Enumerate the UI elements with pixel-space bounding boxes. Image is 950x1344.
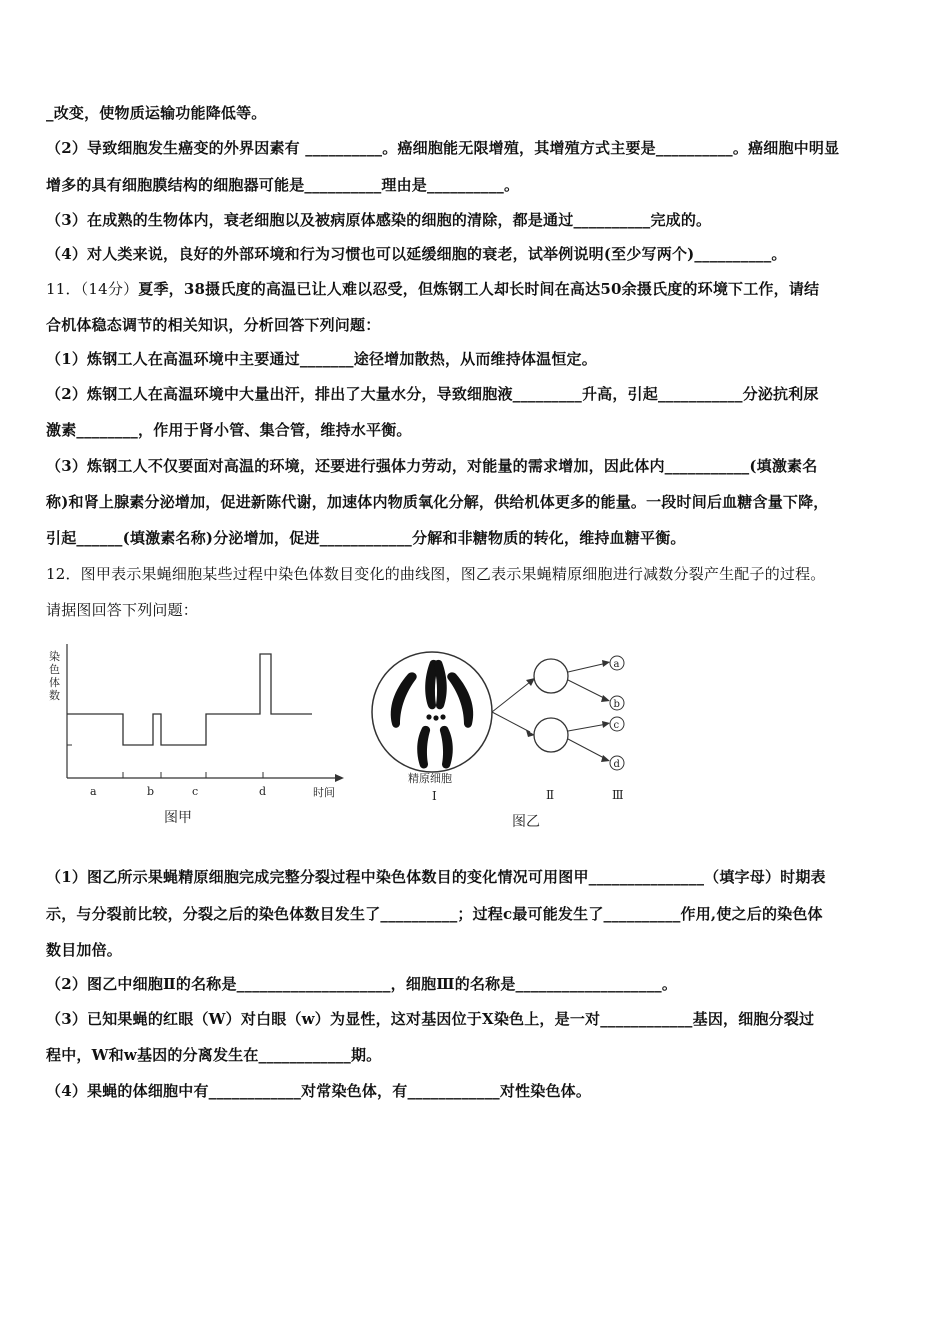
stage-label-III: Ⅲ — [612, 788, 624, 802]
chromosome-dot — [426, 714, 431, 719]
figure-yi — [372, 652, 624, 830]
secondary-cell — [534, 659, 568, 693]
line-5: （4）对人类来说，良好的外部环境和行为习惯也可以延缓细胞的衰老，试举例说明(至少写两个)__________。 — [46, 245, 787, 263]
arrow-line — [568, 663, 607, 672]
ylabel-char: 数 — [49, 689, 60, 702]
gamete-label-b: b — [613, 699, 620, 710]
line-10: 激素________，作用于肾小管、集合管，维持水平衡。 — [46, 421, 412, 439]
arrow-line — [568, 739, 606, 759]
question-12-line-1: 12．图甲表示果蝇细胞某些过程中染色体数目变化的曲线图，图乙表示果蝇精原细胞进行减数分裂产生配子的过程。 — [46, 565, 826, 583]
gamete-label-d: d — [613, 759, 620, 770]
arrow-line — [492, 682, 530, 712]
x-axis-arrow — [335, 774, 344, 782]
question-11 — [46, 278, 819, 299]
arrow-head — [601, 755, 610, 762]
line-7: 合机体稳态调节的相关知识，分析回答下列问题： — [46, 316, 381, 334]
x-axis-label: 时间 — [313, 786, 335, 799]
line-12: 称)和肾上腺素分泌增加，促进新陈代谢，加速体内物质氧化分解，供给机体更多的能量。一段时间后血糖含量下降， — [46, 493, 829, 511]
line-23: （4）果蝇的体细胞中有____________对常染色体，有____________对性染色体。 — [46, 1082, 592, 1100]
stage-label-II: Ⅱ — [546, 788, 555, 802]
line-21: （3）已知果蝇的红眼（W）对白眼（w）为显性，这对基因位于X染色上，是一对____________基因，细胞分裂过 — [46, 1010, 815, 1028]
gamete-label-c: c — [613, 720, 620, 731]
figure-panel — [46, 632, 656, 842]
chromosome-dot — [433, 715, 438, 720]
line-1: _改变，使物质运输功能降低等。 — [46, 104, 267, 122]
gamete-label-a: a — [613, 659, 620, 670]
ylabel-char: 色 — [49, 663, 60, 676]
question-11-number: 11．（14分） — [46, 280, 139, 298]
chromosome-number-curve — [67, 654, 312, 745]
x-label-a: a — [90, 785, 97, 798]
question-12-line-2: 请据图回答下列问题： — [46, 601, 199, 619]
line-18: 示，与分裂前比较，分裂之后的染色体数目发生了__________；过程c最可能发生了__________作用,使之后的染色体 — [46, 905, 823, 923]
line-20: （2）图乙中细胞Ⅱ的名称是____________________，细胞Ⅲ的名称是___________________。 — [46, 975, 678, 993]
line-17: （1）图乙所示果蝇精原细胞完成完整分裂过程中染色体数目的变化情况可用图甲_______________（填字母）时期表 — [46, 868, 826, 886]
arrow-line — [492, 712, 530, 732]
secondary-cell — [534, 718, 568, 752]
caption-jia: 图甲 — [164, 810, 192, 826]
arrow-head — [602, 660, 610, 667]
arrow-line — [568, 724, 607, 731]
line-4: （3）在成熟的生物体内，衰老细胞以及被病原体感染的细胞的清除，都是通过__________完成的。 — [46, 211, 712, 229]
line-8: （1）炼钢工人在高温环境中主要通过_______途径增加散热，从而维持体温恒定。 — [46, 350, 597, 368]
line-2: （2）导致细胞发生癌变的外界因素有 __________。癌细胞能无限增殖，其增殖方式主要是__________。癌细胞中明显 — [46, 139, 840, 157]
chromosome-dot — [440, 714, 445, 719]
line-22: 程中，W和w基因的分离发生在____________期。 — [46, 1046, 382, 1064]
ylabel-char: 体 — [49, 676, 60, 689]
caption-yi: 图乙 — [512, 814, 540, 830]
x-label-b: b — [147, 785, 155, 798]
question-11-text: 夏季，38摄氏度的高温已让人难以忍受，但炼钢工人却长时间在高达50余摄氏度的环境下工作，请结 — [138, 280, 820, 298]
line-11: （3）炼钢工人不仅要面对高温的环境，还要进行强体力劳动，对能量的需求增加，因此体内___________(填激素名 — [46, 457, 818, 475]
figure-jia — [49, 644, 344, 826]
arrow-head — [601, 695, 610, 702]
arrow-head — [602, 721, 610, 728]
stage-label-I: Ⅰ — [432, 789, 437, 803]
arrow-line — [568, 680, 606, 699]
cell-label: 精原细胞 — [408, 772, 452, 785]
x-label-c: c — [192, 785, 199, 798]
x-label-d: d — [259, 785, 267, 798]
line-3: 增多的具有细胞膜结构的细胞器可能是__________理由是__________。 — [46, 176, 520, 194]
ylabel-char: 染 — [49, 650, 60, 663]
line-9: （2）炼钢工人在高温环境中大量出汗，排出了大量水分，导致细胞液_________升高，引起___________分泌抗利尿 — [46, 385, 819, 403]
line-13: 引起______(填激素名称)分泌增加，促进____________分解和非糖物质的转化，维持血糖平衡。 — [46, 529, 686, 547]
line-19: 数目加倍。 — [46, 941, 123, 959]
